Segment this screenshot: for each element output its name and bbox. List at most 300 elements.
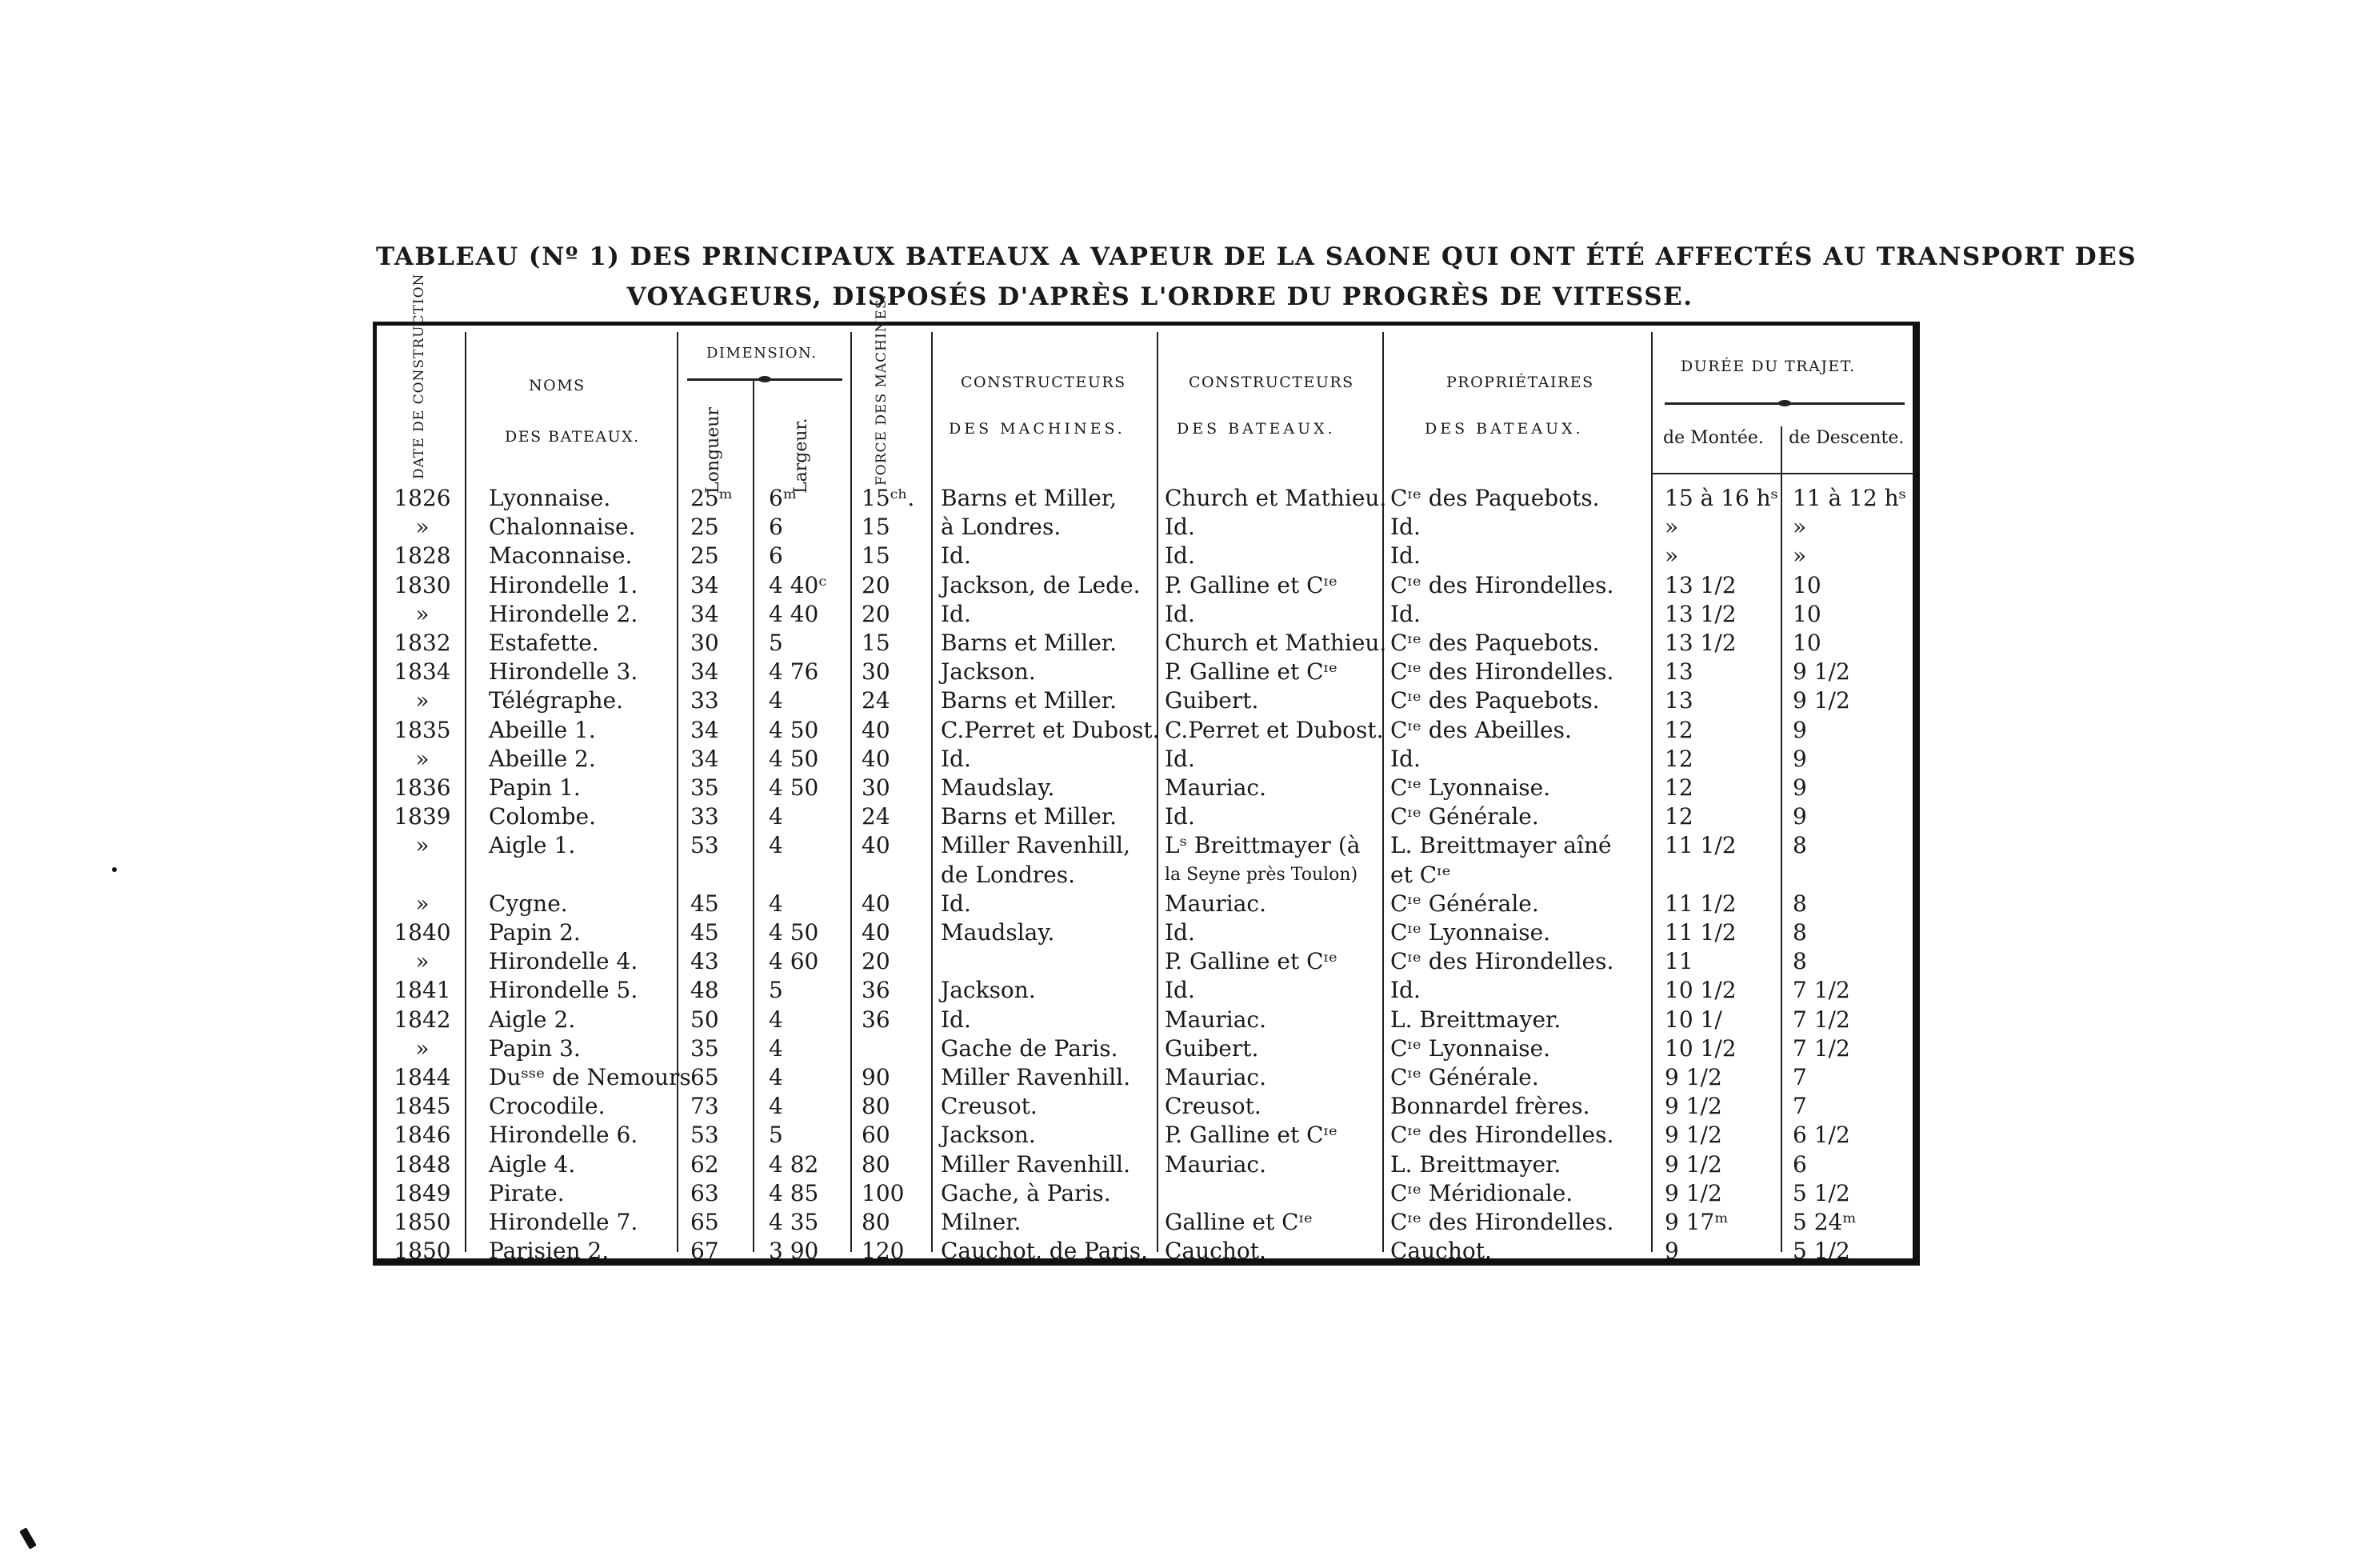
cell-lar: 4 bbox=[769, 1064, 783, 1090]
cell-prop: Cᶦᵉ des Paquebots. bbox=[1390, 687, 1600, 714]
table-row bbox=[377, 716, 1913, 745]
cell-mon: 9 bbox=[1665, 1238, 1679, 1265]
cell-force: 40 bbox=[862, 890, 890, 917]
cell-date: » bbox=[415, 890, 430, 917]
cell-prop: Id. bbox=[1390, 977, 1421, 1004]
cell-lon: 25 bbox=[690, 514, 719, 541]
table-row bbox=[377, 831, 1913, 860]
table-row bbox=[377, 1208, 1913, 1237]
cell-date: » bbox=[415, 832, 430, 859]
cell-prop: Id. bbox=[1390, 600, 1421, 627]
cell-lar: 6 bbox=[769, 542, 783, 570]
cell-force: 24 bbox=[862, 803, 890, 830]
cell-cm: Id. bbox=[941, 600, 971, 627]
cell-lar: 4 85 bbox=[769, 1179, 819, 1206]
cell-cb: Mauriac. bbox=[1165, 890, 1267, 917]
cell-mon: 13 1/2 bbox=[1665, 571, 1737, 598]
cell-cm: Jackson. bbox=[941, 1122, 1036, 1149]
cell-lon: 65 bbox=[690, 1209, 719, 1235]
table-row bbox=[377, 1034, 1913, 1063]
cell-mon: 9 1/2 bbox=[1665, 1179, 1722, 1206]
header-duree: DURÉE DU TRAJET. bbox=[1681, 358, 1856, 375]
cell-lar: 4 40ᶜ bbox=[769, 571, 827, 598]
cell-mon: 9 1/2 bbox=[1665, 1122, 1722, 1149]
cell-des: 8 bbox=[1793, 832, 1807, 859]
cell-cb: C.Perret et Dubost. bbox=[1165, 716, 1384, 743]
cell-cb: Guibert. bbox=[1165, 687, 1259, 714]
cell-date: 1850 bbox=[394, 1209, 451, 1235]
cell-date: » bbox=[415, 514, 430, 541]
cell-nom: Hirondelle 3. bbox=[489, 658, 638, 686]
table-row bbox=[377, 1179, 1913, 1208]
cell-prop: Cᶦᵉ des Paquebots. bbox=[1390, 630, 1600, 656]
cell-cb: Id. bbox=[1165, 919, 1195, 946]
cell-mon: 11 1/2 bbox=[1665, 890, 1737, 917]
header-noms-2: DES BATEAUX. bbox=[505, 428, 640, 446]
cell-lon: 33 bbox=[690, 687, 719, 714]
cell-nom: Papin 3. bbox=[489, 1034, 581, 1062]
cell-lar: 5 bbox=[769, 1122, 783, 1149]
cell-prop: Cᶦᵉ Lyonnaise. bbox=[1390, 774, 1551, 801]
table-row bbox=[377, 1121, 1913, 1150]
cell-mon: 12 bbox=[1665, 745, 1693, 772]
cell-lon: 25ᵐ bbox=[690, 485, 733, 511]
table-row bbox=[377, 802, 1913, 831]
cell-nom: Hirondelle 2. bbox=[489, 600, 638, 627]
header-largeur: Largeur. bbox=[791, 418, 811, 494]
cell-nom: Lyonnaise. bbox=[489, 485, 611, 511]
cell-des: 9 1/2 bbox=[1793, 658, 1850, 686]
cell-date: 1826 bbox=[394, 485, 451, 511]
table-title bbox=[376, 237, 2137, 317]
cell-cb: P. Galline et Cᶦᵉ bbox=[1165, 1122, 1337, 1149]
cell-des: 9 bbox=[1793, 716, 1807, 743]
cell-lar: 4 bbox=[769, 1006, 783, 1033]
cell-des: 6 1/2 bbox=[1793, 1122, 1850, 1149]
cell-prop: Bonnardel frères. bbox=[1390, 1093, 1590, 1120]
cell-lar: 4 bbox=[769, 687, 783, 714]
cell-lon: 62 bbox=[690, 1150, 719, 1178]
cell-des: 5 1/2 bbox=[1793, 1238, 1850, 1265]
cell-cm: Id. bbox=[941, 745, 971, 772]
table-row bbox=[377, 1006, 1913, 1034]
cell-lon: 30 bbox=[690, 630, 719, 656]
cell-lon: 67 bbox=[690, 1238, 719, 1265]
cell-cb: Id. bbox=[1165, 745, 1195, 772]
cell-cb: P. Galline et Cᶦᵉ bbox=[1165, 658, 1337, 686]
cell-lon: 33 bbox=[690, 803, 719, 830]
cell-lar: 4 60 bbox=[769, 948, 819, 975]
print-speck bbox=[19, 1527, 37, 1550]
cell-cm: Maudslay. bbox=[941, 919, 1055, 946]
cell-des: 7 bbox=[1793, 1064, 1807, 1090]
cell-date: 1848 bbox=[394, 1150, 451, 1178]
cell-des: 5 24ᵐ bbox=[1793, 1209, 1857, 1235]
cell-date: 1836 bbox=[394, 774, 451, 801]
cell-prop: Id. bbox=[1390, 514, 1421, 541]
cell-cb: Id. bbox=[1165, 803, 1195, 830]
dimension-brace bbox=[687, 378, 842, 381]
cell-prop: L. Breittmayer. bbox=[1390, 1150, 1561, 1178]
cell-force: 30 bbox=[862, 658, 890, 686]
cell-cm: Barns et Miller. bbox=[941, 687, 1117, 714]
cell-date: 1832 bbox=[394, 630, 451, 656]
cell-date: 1841 bbox=[394, 977, 451, 1004]
cell-lar: 4 bbox=[769, 1034, 783, 1062]
cell-cm: Id. bbox=[941, 890, 971, 917]
table-row bbox=[377, 947, 1913, 976]
cell-force: 80 bbox=[862, 1093, 890, 1120]
cell-force: 40 bbox=[862, 919, 890, 946]
cell-cm: C.Perret et Dubost. bbox=[941, 716, 1160, 743]
cell-lar: 6 bbox=[769, 514, 783, 541]
cell-mon: 12 bbox=[1665, 803, 1693, 830]
cell-prop: Cᶦᵉ Générale. bbox=[1390, 1064, 1539, 1090]
cell-date: 1839 bbox=[394, 803, 451, 830]
cell-mon: » bbox=[1665, 542, 1679, 570]
cell-lon: 65 bbox=[690, 1064, 719, 1090]
cell-date: 1842 bbox=[394, 1006, 451, 1033]
cell-prop: et Cᶦᵉ bbox=[1390, 861, 1451, 888]
cell-mon: 12 bbox=[1665, 774, 1693, 801]
header-constructeurs-machines-1: CONSTRUCTEURS bbox=[961, 374, 1126, 391]
cell-cb: Church et Mathieu. bbox=[1165, 485, 1387, 511]
cell-lon: 73 bbox=[690, 1093, 719, 1120]
cell-date: 1844 bbox=[394, 1064, 451, 1090]
cell-cb: P. Galline et Cᶦᵉ bbox=[1165, 571, 1337, 598]
cell-mon: 12 bbox=[1665, 716, 1693, 743]
cell-prop: Cᶦᵉ des Hirondelles. bbox=[1390, 571, 1614, 598]
cell-cm: Miller Ravenhill. bbox=[941, 1150, 1131, 1178]
table-row bbox=[377, 484, 1913, 513]
cell-cm: Id. bbox=[941, 542, 971, 570]
cell-force: 80 bbox=[862, 1150, 890, 1178]
table-row bbox=[377, 571, 1913, 600]
cell-des: 9 bbox=[1793, 745, 1807, 772]
cell-date: 1840 bbox=[394, 919, 451, 946]
table-title-line-1: TABLEAU (Nº 1) DES PRINCIPAUX BATEAUX A VAPEUR DE LA SAONE QUI ONT ÉTÉ AFFECTÉS AU TRANSPORT DES bbox=[376, 242, 2137, 271]
cell-nom: Maconnaise. bbox=[489, 542, 633, 570]
cell-lar: 4 82 bbox=[769, 1150, 819, 1178]
table-row bbox=[377, 658, 1913, 686]
cell-des: 5 1/2 bbox=[1793, 1179, 1850, 1206]
cell-cm: Maudslay. bbox=[941, 774, 1055, 801]
duree-brace bbox=[1665, 402, 1905, 405]
header-constructeurs-bateaux-2: DES BATEAUX. bbox=[1177, 420, 1336, 438]
cell-cb: Mauriac. bbox=[1165, 774, 1267, 801]
cell-force: 40 bbox=[862, 745, 890, 772]
cell-date: 1850 bbox=[394, 1238, 451, 1265]
cell-cm: Miller Ravenhill. bbox=[941, 1064, 1131, 1090]
cell-cb: Cauchot. bbox=[1165, 1238, 1266, 1265]
header-underline bbox=[1651, 473, 1915, 474]
cell-cm: Gache de Paris. bbox=[941, 1034, 1118, 1062]
cell-lon: 50 bbox=[690, 1006, 719, 1033]
cell-cm: Jackson. bbox=[941, 658, 1036, 686]
cell-nom: Abeille 1. bbox=[489, 716, 596, 743]
print-speck bbox=[112, 867, 117, 872]
cell-lon: 45 bbox=[690, 890, 719, 917]
cell-nom: Aigle 1. bbox=[489, 832, 576, 859]
cell-lar: 4 40 bbox=[769, 600, 819, 627]
cell-nom: Hirondelle 1. bbox=[489, 571, 638, 598]
cell-prop: Cᶦᵉ Lyonnaise. bbox=[1390, 1034, 1551, 1062]
cell-mon: 9 17ᵐ bbox=[1665, 1209, 1729, 1235]
table-row bbox=[377, 774, 1913, 802]
cell-mon: 11 1/2 bbox=[1665, 919, 1737, 946]
header-force: FORCE DES MACHINES. bbox=[874, 294, 890, 486]
cell-mon: 11 bbox=[1665, 948, 1693, 975]
cell-cm: Milner. bbox=[941, 1209, 1022, 1235]
cell-des: 7 1/2 bbox=[1793, 977, 1850, 1004]
cell-mon: 13 bbox=[1665, 658, 1693, 686]
cell-force: 36 bbox=[862, 977, 890, 1004]
table-row bbox=[377, 918, 1913, 947]
header-longueur: Longueur bbox=[703, 407, 723, 494]
cell-force: 80 bbox=[862, 1209, 890, 1235]
cell-force: 90 bbox=[862, 1064, 890, 1090]
header-date: DATE DE CONSTRUCTION bbox=[411, 273, 427, 479]
cell-force: 20 bbox=[862, 571, 890, 598]
cell-lar: 4 bbox=[769, 803, 783, 830]
cell-nom: Abeille 2. bbox=[489, 745, 596, 772]
cell-cm: Miller Ravenhill, bbox=[941, 832, 1131, 859]
cell-lar: 5 bbox=[769, 977, 783, 1004]
cell-cm: Barns et Miller. bbox=[941, 803, 1117, 830]
cell-cb: Id. bbox=[1165, 600, 1195, 627]
cell-date: 1828 bbox=[394, 542, 451, 570]
cell-lon: 34 bbox=[690, 571, 719, 598]
cell-cb: Id. bbox=[1165, 514, 1195, 541]
cell-prop: Cᶦᵉ Générale. bbox=[1390, 890, 1539, 917]
cell-force: 120 bbox=[862, 1238, 905, 1265]
cell-des: 8 bbox=[1793, 948, 1807, 975]
table-row bbox=[377, 1237, 1913, 1266]
cell-lar: 4 bbox=[769, 1093, 783, 1120]
cell-lon: 53 bbox=[690, 832, 719, 859]
cell-cm: Barns et Miller. bbox=[941, 630, 1117, 656]
cell-nom: Pirate. bbox=[489, 1179, 565, 1206]
cell-force: 15ᶜʰ. bbox=[862, 485, 915, 511]
cell-des: 9 bbox=[1793, 774, 1807, 801]
cell-lon: 35 bbox=[690, 774, 719, 801]
cell-force: 60 bbox=[862, 1122, 890, 1149]
cell-date: 1845 bbox=[394, 1093, 451, 1120]
header-noms-1: NOMS bbox=[529, 377, 586, 394]
cell-prop: Cᶦᵉ des Abeilles. bbox=[1390, 716, 1572, 743]
cell-cm: Cauchot, de Paris. bbox=[941, 1238, 1149, 1265]
table-row bbox=[377, 745, 1913, 774]
cell-lar: 4 50 bbox=[769, 774, 819, 801]
cell-cb: Lˢ Breittmayer (à bbox=[1165, 832, 1361, 859]
header-montee: de Montée. bbox=[1663, 428, 1764, 448]
table-title-line-2: VOYAGEURS, DISPOSÉS D'APRÈS L'ORDRE DU PROGRÈS DE VITESSE. bbox=[626, 282, 1693, 311]
cell-cm: Barns et Miller, bbox=[941, 485, 1117, 511]
cell-cb: Galline et Cᶦᵉ bbox=[1165, 1209, 1313, 1235]
cell-cb: Guibert. bbox=[1165, 1034, 1259, 1062]
header-descente: de Descente. bbox=[1789, 428, 1905, 448]
cell-force: 15 bbox=[862, 630, 890, 656]
cell-mon: 15 à 16 hˢ bbox=[1665, 485, 1779, 511]
cell-nom: Hirondelle 6. bbox=[489, 1122, 638, 1149]
cell-cm: à Londres. bbox=[941, 514, 1062, 541]
cell-date: » bbox=[415, 1034, 430, 1062]
cell-lon: 25 bbox=[690, 542, 719, 570]
cell-cb: Mauriac. bbox=[1165, 1064, 1267, 1090]
cell-lar: 4 bbox=[769, 832, 783, 859]
cell-lar: 5 bbox=[769, 630, 783, 656]
cell-force: 100 bbox=[862, 1179, 905, 1206]
header-dimension: DIMENSION. bbox=[706, 345, 818, 362]
cell-cb: la Seyne près Toulon) bbox=[1165, 864, 1358, 885]
cell-lon: 34 bbox=[690, 716, 719, 743]
cell-lon: 63 bbox=[690, 1179, 719, 1206]
cell-des: 10 bbox=[1793, 600, 1821, 627]
cell-force: 15 bbox=[862, 542, 890, 570]
table-row bbox=[377, 976, 1913, 1005]
table-row bbox=[377, 890, 1913, 918]
cell-nom: Hirondelle 7. bbox=[489, 1209, 638, 1235]
table-row bbox=[377, 686, 1913, 715]
cell-nom: Aigle 4. bbox=[489, 1150, 576, 1178]
cell-date: » bbox=[415, 948, 430, 975]
cell-prop: Cᶦᵉ des Hirondelles. bbox=[1390, 1122, 1614, 1149]
cell-force: 24 bbox=[862, 687, 890, 714]
cell-lar: 4 50 bbox=[769, 745, 819, 772]
table-row bbox=[377, 600, 1913, 629]
cell-date: » bbox=[415, 745, 430, 772]
cell-nom: Hirondelle 4. bbox=[489, 948, 638, 975]
table-row bbox=[377, 1092, 1913, 1121]
cell-date: » bbox=[415, 600, 430, 627]
cell-cm: Id. bbox=[941, 1006, 971, 1033]
cell-nom: Estafette. bbox=[489, 630, 599, 656]
cell-prop: Cᶦᵉ des Hirondelles. bbox=[1390, 658, 1614, 686]
cell-date: 1834 bbox=[394, 658, 451, 686]
cell-des: 7 1/2 bbox=[1793, 1034, 1850, 1062]
table-row bbox=[377, 629, 1913, 658]
cell-nom: Colombe. bbox=[489, 803, 597, 830]
cell-prop: Cᶦᵉ Générale. bbox=[1390, 803, 1539, 830]
cell-lar: 4 35 bbox=[769, 1209, 819, 1235]
cell-date: 1830 bbox=[394, 571, 451, 598]
table-row bbox=[377, 861, 1913, 890]
cell-lon: 48 bbox=[690, 977, 719, 1004]
cell-mon: 13 1/2 bbox=[1665, 630, 1737, 656]
cell-lar: 3 90 bbox=[769, 1238, 819, 1265]
cell-nom: Cygne. bbox=[489, 890, 568, 917]
cell-nom: Crocodile. bbox=[489, 1093, 606, 1120]
cell-mon: 13 bbox=[1665, 687, 1693, 714]
cell-lon: 35 bbox=[690, 1034, 719, 1062]
cell-des: 10 bbox=[1793, 630, 1821, 656]
cell-cm: Jackson. bbox=[941, 977, 1036, 1004]
cell-prop: L. Breittmayer. bbox=[1390, 1006, 1561, 1033]
cell-des: 9 1/2 bbox=[1793, 687, 1850, 714]
cell-des: 8 bbox=[1793, 890, 1807, 917]
cell-cm: Jackson, de Lede. bbox=[941, 571, 1141, 598]
cell-mon: » bbox=[1665, 514, 1679, 541]
cell-force: 40 bbox=[862, 832, 890, 859]
cell-lon: 34 bbox=[690, 745, 719, 772]
cell-cb: Mauriac. bbox=[1165, 1150, 1267, 1178]
cell-prop: Cᶦᵉ Méridionale. bbox=[1390, 1179, 1573, 1206]
header-constructeurs-machines-2: DES MACHINES. bbox=[949, 420, 1126, 438]
table-row bbox=[377, 1063, 1913, 1092]
cell-nom: Chalonnaise. bbox=[489, 514, 636, 541]
table-row bbox=[377, 513, 1913, 542]
cell-mon: 9 1/2 bbox=[1665, 1064, 1722, 1090]
cell-prop: L. Breittmayer aîné bbox=[1390, 832, 1612, 859]
cell-prop: Cᶦᵉ des Hirondelles. bbox=[1390, 1209, 1614, 1235]
cell-mon: 11 1/2 bbox=[1665, 832, 1737, 859]
cell-mon: 10 1/2 bbox=[1665, 977, 1737, 1004]
cell-cb: Mauriac. bbox=[1165, 1006, 1267, 1033]
cell-mon: 9 1/2 bbox=[1665, 1150, 1722, 1178]
cell-mon: 10 1/ bbox=[1665, 1006, 1722, 1033]
cell-lon: 53 bbox=[690, 1122, 719, 1149]
cell-des: 7 1/2 bbox=[1793, 1006, 1850, 1033]
cell-lon: 34 bbox=[690, 658, 719, 686]
cell-prop: Cauchot. bbox=[1390, 1238, 1492, 1265]
cell-des: » bbox=[1793, 542, 1807, 570]
cell-mon: 10 1/2 bbox=[1665, 1034, 1737, 1062]
cell-lar: 4 76 bbox=[769, 658, 819, 686]
cell-lar: 4 50 bbox=[769, 919, 819, 946]
cell-date: 1849 bbox=[394, 1179, 451, 1206]
cell-date: 1846 bbox=[394, 1122, 451, 1149]
cell-lar: 4 50 bbox=[769, 716, 819, 743]
cell-mon: 13 1/2 bbox=[1665, 600, 1737, 627]
cell-force: 20 bbox=[862, 600, 890, 627]
cell-prop: Cᶦᵉ Lyonnaise. bbox=[1390, 919, 1551, 946]
cell-des: 11 à 12 hˢ bbox=[1793, 485, 1907, 511]
cell-date: 1835 bbox=[394, 716, 451, 743]
cell-des: 8 bbox=[1793, 919, 1807, 946]
cell-lon: 43 bbox=[690, 948, 719, 975]
cell-cb: Id. bbox=[1165, 977, 1195, 1004]
cell-cb: P. Galline et Cᶦᵉ bbox=[1165, 948, 1337, 975]
cell-force: 20 bbox=[862, 948, 890, 975]
cell-nom: Papin 1. bbox=[489, 774, 581, 801]
cell-force: 15 bbox=[862, 514, 890, 541]
cell-lon: 34 bbox=[690, 600, 719, 627]
cell-nom: Parisien 2. bbox=[489, 1238, 610, 1265]
cell-lar: 4 bbox=[769, 890, 783, 917]
cell-cb: Id. bbox=[1165, 542, 1195, 570]
cell-des: 7 bbox=[1793, 1093, 1807, 1120]
cell-lar: 6ᵐ bbox=[769, 485, 797, 511]
cell-prop: Cᶦᵉ des Hirondelles. bbox=[1390, 948, 1614, 975]
cell-force: 30 bbox=[862, 774, 890, 801]
cell-lon: 45 bbox=[690, 919, 719, 946]
cell-cm: Creusot. bbox=[941, 1093, 1038, 1120]
table-row bbox=[377, 542, 1913, 570]
cell-des: 10 bbox=[1793, 571, 1821, 598]
cell-prop: Cᶦᵉ des Paquebots. bbox=[1390, 485, 1600, 511]
cell-des: » bbox=[1793, 514, 1807, 541]
cell-nom: Télégraphe. bbox=[489, 687, 624, 714]
cell-cm: Gache, à Paris. bbox=[941, 1179, 1111, 1206]
cell-prop: Id. bbox=[1390, 542, 1421, 570]
header-constructeurs-bateaux-1: CONSTRUCTEURS bbox=[1189, 374, 1354, 391]
cell-mon: 9 1/2 bbox=[1665, 1093, 1722, 1120]
cell-date: » bbox=[415, 687, 430, 714]
cell-force: 40 bbox=[862, 716, 890, 743]
cell-nom: Aigle 2. bbox=[489, 1006, 576, 1033]
header-proprietaires-2: DES BATEAUX. bbox=[1425, 420, 1584, 438]
cell-des: 6 bbox=[1793, 1150, 1807, 1178]
